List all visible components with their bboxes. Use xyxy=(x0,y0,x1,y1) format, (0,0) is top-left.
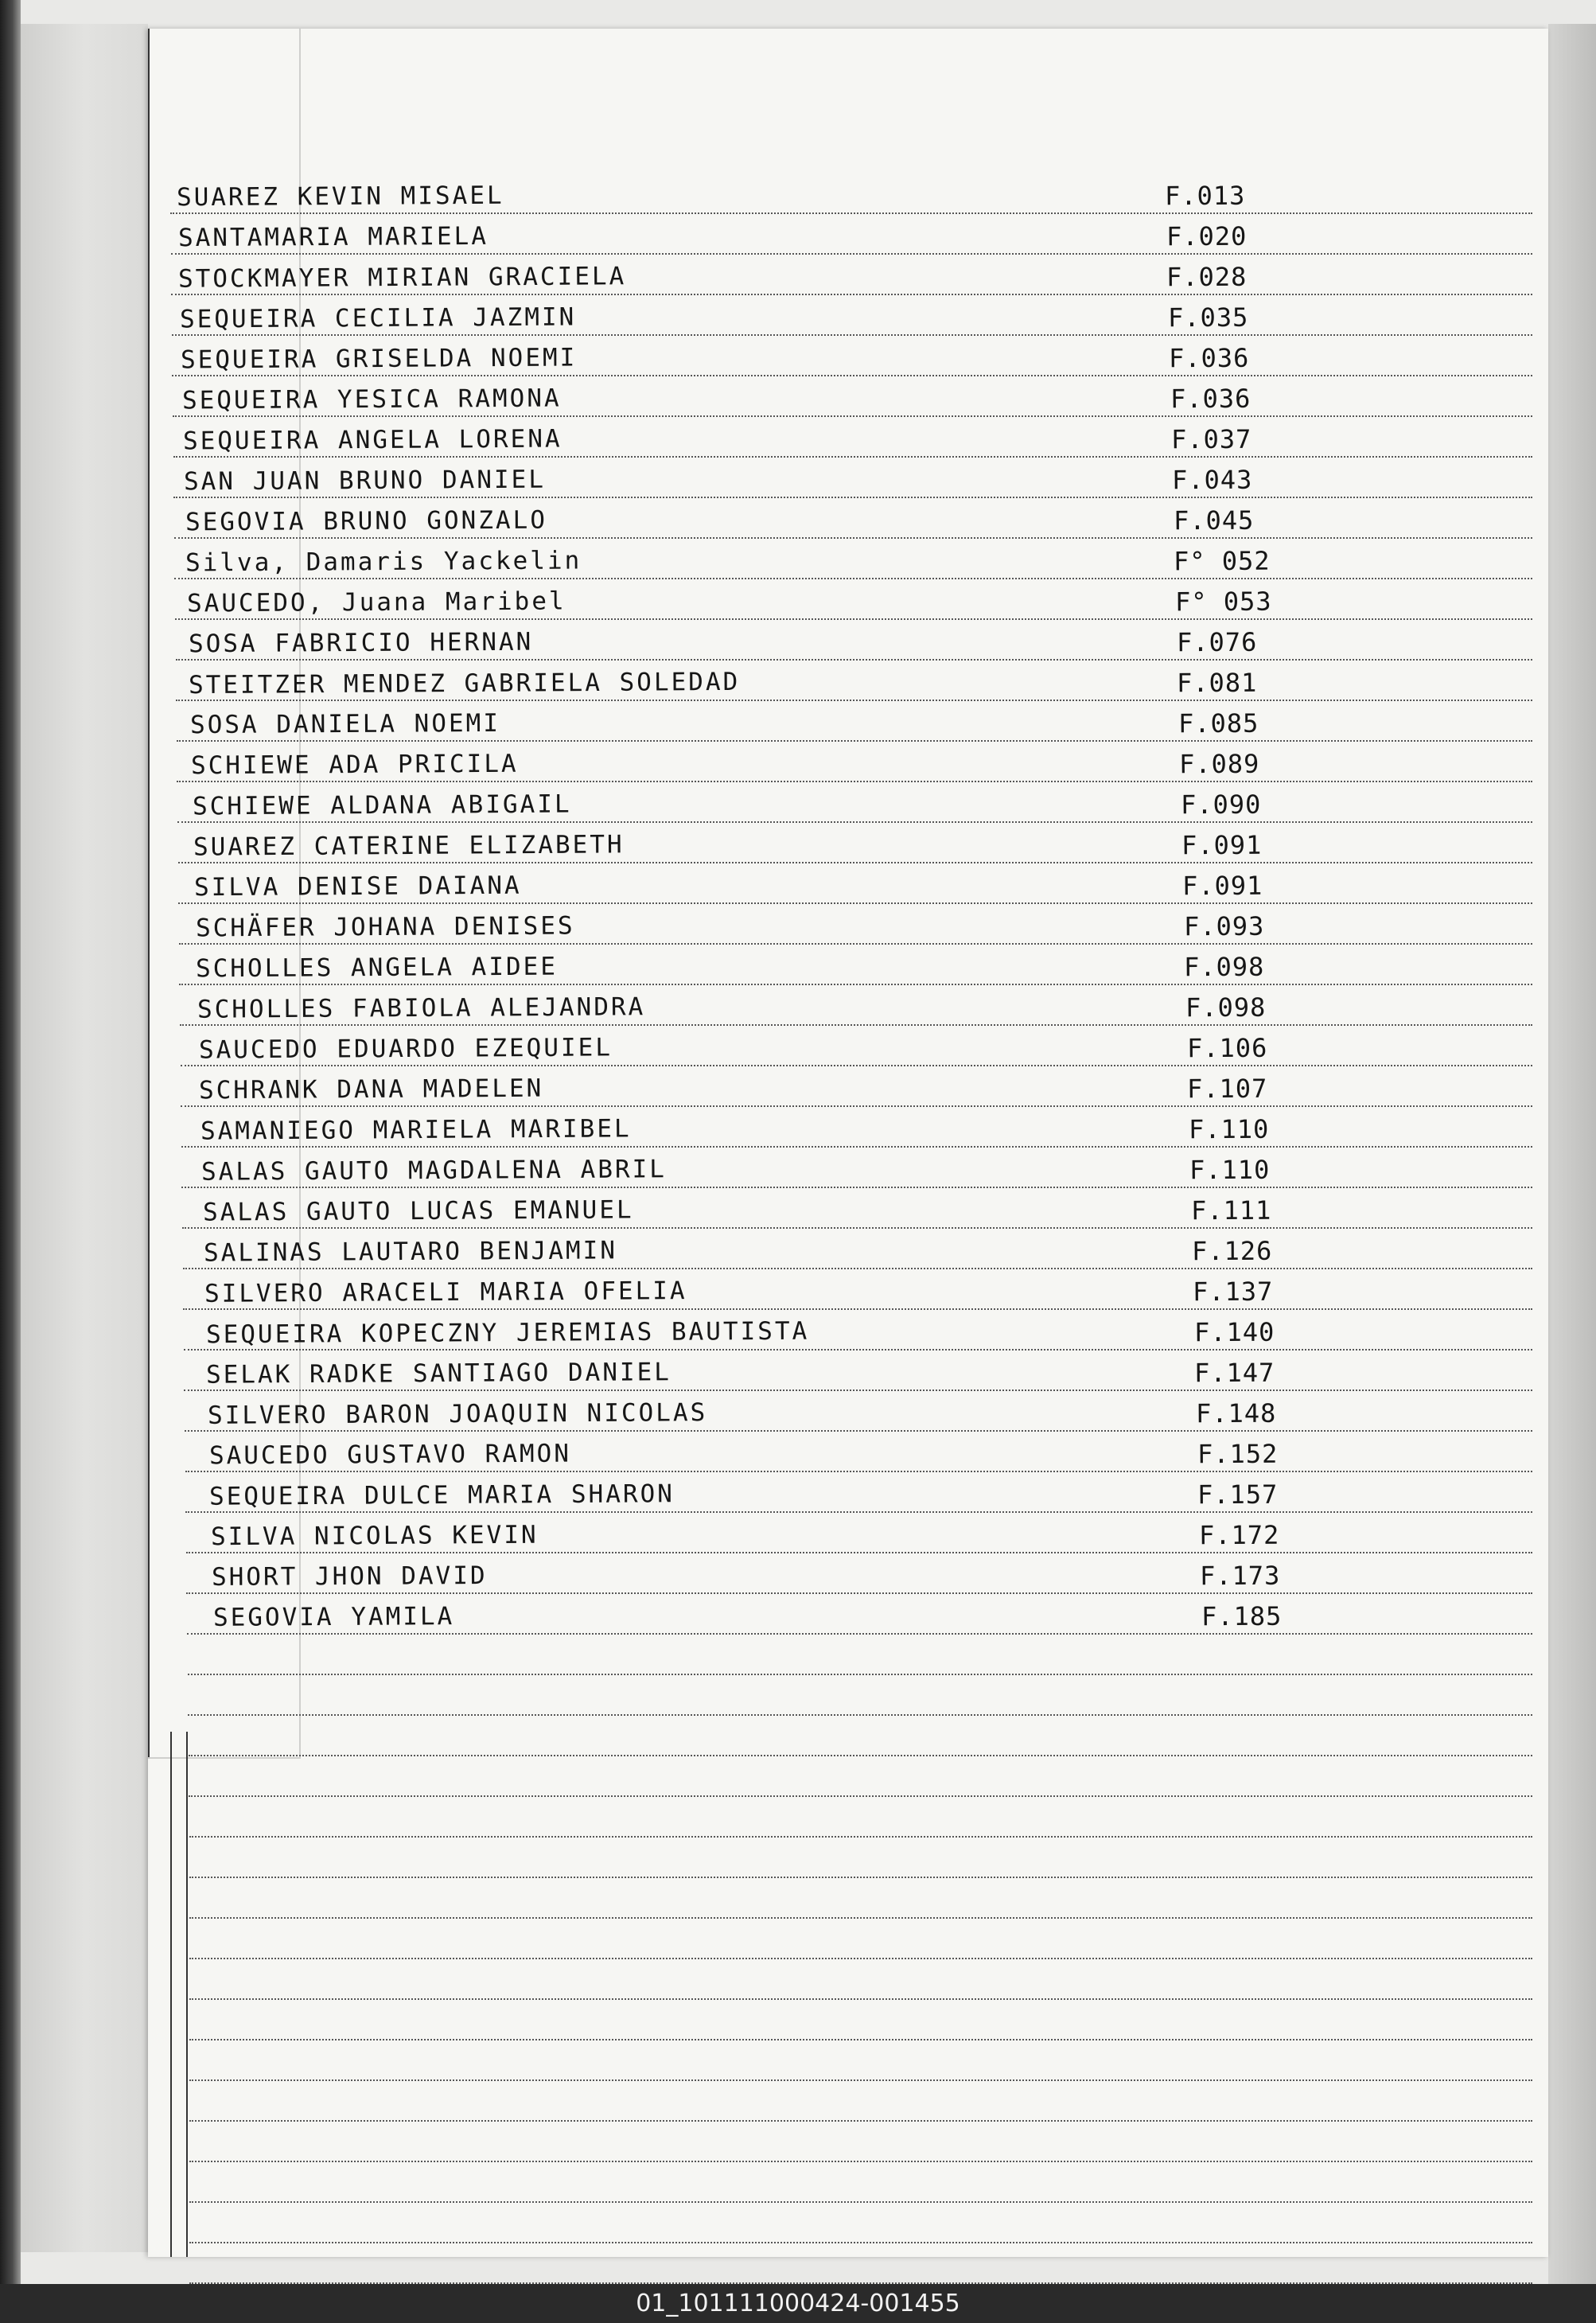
ledger-row xyxy=(183,1269,1532,1310)
folio-number: F.107 xyxy=(1187,1073,1268,1105)
student-name: SILVERO ARACELI MARIA OFELIA xyxy=(204,1276,687,1308)
ledger-row xyxy=(174,498,1532,539)
ledger-row xyxy=(181,1026,1532,1066)
student-name: STOCKMAYER MIRIAN GRACIELA xyxy=(178,262,627,294)
student-name: SANTAMARIA MARIELA xyxy=(177,221,489,253)
ledger-row xyxy=(171,255,1532,295)
ledger-sheet xyxy=(148,29,1548,2257)
folio-number: F.076 xyxy=(1176,626,1258,658)
folio-number: F.173 xyxy=(1200,1560,1281,1592)
blank-ledger-row xyxy=(189,2243,1532,2284)
student-name: SILVA DENISE DAIANA xyxy=(194,871,522,902)
ledger-row xyxy=(177,701,1532,742)
student-name: SCHIEWE ADA PRICILA xyxy=(191,749,520,781)
blank-ledger-row xyxy=(189,2081,1532,2122)
folio-number: F.157 xyxy=(1197,1479,1279,1510)
folio-number: F.110 xyxy=(1188,1113,1270,1145)
blank-ledger-row xyxy=(189,1838,1532,1878)
ledger-row xyxy=(186,1513,1532,1553)
folio-number: F.093 xyxy=(1183,910,1265,942)
ledger-row xyxy=(177,742,1532,782)
ledger-row xyxy=(179,904,1532,945)
student-name: SALINAS LAUTARO BENJAMIN xyxy=(203,1236,617,1268)
ledger-row xyxy=(172,295,1532,336)
folio-number: F.137 xyxy=(1193,1276,1274,1308)
ledger-row xyxy=(181,1148,1532,1188)
ledger-row xyxy=(185,1391,1532,1432)
folio-number: F.091 xyxy=(1182,870,1263,902)
student-name: Silva, Damaris Yackelin xyxy=(185,546,582,578)
folio-number: F.036 xyxy=(1169,342,1250,374)
student-name: SCHOLLES ANGELA AIDEE xyxy=(196,952,559,984)
ledger-row xyxy=(181,1066,1532,1107)
folio-number: F.020 xyxy=(1166,220,1248,252)
blank-ledger-row xyxy=(188,1675,1532,1716)
folio-number: F.035 xyxy=(1167,302,1249,333)
student-name: SAUCEDO GUSTAVO RAMON xyxy=(208,1439,571,1471)
folio-number: F.013 xyxy=(1164,180,1246,212)
folio-number: F.172 xyxy=(1198,1519,1280,1551)
folio-number: F.140 xyxy=(1193,1316,1275,1348)
blank-ledger-row xyxy=(188,1635,1532,1675)
student-name: STEITZER MENDEZ GABRIELA SOLEDAD xyxy=(189,667,741,700)
image-id-caption: 01_101111000424-001455 xyxy=(0,2284,1596,2323)
student-name: SEQUEIRA ANGELA LORENA xyxy=(182,424,562,456)
blank-ledger-row xyxy=(189,2162,1532,2203)
folio-number: F.098 xyxy=(1184,951,1265,983)
student-name: SILVERO BARON JOAQUIN NICOLAS xyxy=(207,1398,708,1430)
blank-ledger-row xyxy=(189,1797,1532,1838)
folio-number: F.045 xyxy=(1173,505,1255,536)
ledger-row xyxy=(172,336,1532,376)
ledger-row xyxy=(184,1310,1532,1351)
ledger-row xyxy=(180,985,1532,1026)
ledger-row xyxy=(178,823,1532,863)
student-name: SEQUEIRA GRISELDA NOEMI xyxy=(181,343,578,375)
student-name: SHORT JHON DAVID xyxy=(212,1561,489,1592)
student-name: SCHIEWE ALDANA ABIGAIL xyxy=(192,789,572,821)
blank-ledger-row xyxy=(189,1756,1532,1797)
ledger-row xyxy=(178,863,1532,904)
ledger-row xyxy=(179,945,1532,985)
student-name: SILVA NICOLAS KEVIN xyxy=(210,1520,539,1552)
ledger-row xyxy=(173,458,1532,498)
ledger-row xyxy=(187,1594,1532,1635)
folio-number: F.111 xyxy=(1190,1195,1272,1226)
folio-number: F° 053 xyxy=(1174,586,1272,618)
ledger-row xyxy=(185,1472,1532,1513)
folio-number: F° 052 xyxy=(1174,545,1271,577)
folio-number: F.106 xyxy=(1186,1032,1268,1064)
blank-ledger-row xyxy=(189,2000,1532,2040)
blank-ledger-row xyxy=(189,1716,1532,1756)
blank-ledger-row xyxy=(189,1878,1532,1919)
folio-number: F.091 xyxy=(1181,829,1263,861)
student-name: SEQUEIRA YESICA RAMONA xyxy=(181,384,562,415)
ledger-rows xyxy=(148,173,1548,2284)
student-name: SELAK RADKE SANTIAGO DANIEL xyxy=(206,1358,672,1390)
student-name: SALAS GAUTO MAGDALENA ABRIL xyxy=(201,1155,668,1187)
ledger-row xyxy=(174,539,1532,579)
blank-ledger-row xyxy=(189,2122,1532,2162)
blank-ledger-row xyxy=(189,2203,1532,2243)
folio-number: F.043 xyxy=(1172,464,1253,496)
student-name: SEQUEIRA CECILIA JAZMIN xyxy=(179,302,577,334)
student-name: SEGOVIA BRUNO GONZALO xyxy=(185,505,547,537)
student-name: SALAS GAUTO LUCAS EMANUEL xyxy=(202,1195,634,1227)
ledger-row xyxy=(171,214,1532,255)
folio-number: F.089 xyxy=(1179,748,1260,780)
folio-number: F.037 xyxy=(1170,423,1252,455)
student-name: SEQUEIRA DULCE MARIA SHARON xyxy=(209,1479,675,1511)
book-binding xyxy=(0,0,21,2284)
folio-number: F.098 xyxy=(1185,992,1267,1023)
blank-ledger-row xyxy=(189,2040,1532,2081)
ledger-row xyxy=(185,1432,1532,1472)
student-name: SAMANIEGO MARIELA MARIBEL xyxy=(200,1114,632,1146)
ledger-row xyxy=(173,417,1532,458)
student-name: SUAREZ KEVIN MISAEL xyxy=(176,181,504,212)
folio-number: F.185 xyxy=(1201,1600,1283,1632)
ledger-row xyxy=(183,1229,1532,1269)
folio-number: F.028 xyxy=(1166,261,1248,293)
folio-number: F.036 xyxy=(1170,383,1251,415)
student-name: SEQUEIRA KOPECZNY JEREMIAS BAUTISTA xyxy=(205,1316,810,1350)
student-name: SAN JUAN BRUNO DANIEL xyxy=(184,465,547,497)
folio-number: F.126 xyxy=(1191,1235,1273,1267)
folio-number: F.085 xyxy=(1178,707,1259,739)
blank-ledger-row xyxy=(189,1959,1532,2000)
folio-number: F.110 xyxy=(1189,1154,1271,1186)
student-name: SAUCEDO, Juana Maribel xyxy=(186,587,566,618)
ledger-row xyxy=(181,1107,1532,1148)
student-name: SCHRANK DANA MADELEN xyxy=(199,1074,544,1105)
paper-right-edge xyxy=(1548,24,1596,2284)
page-stack-edge xyxy=(21,24,148,2252)
ledger-row xyxy=(173,376,1532,417)
student-name: SOSA FABRICIO HERNAN xyxy=(188,627,533,659)
student-name: SUAREZ CATERINE ELIZABETH xyxy=(193,830,625,862)
ledger-row xyxy=(186,1553,1532,1594)
ledger-row xyxy=(182,1188,1532,1229)
student-name: SCHÄFER JOHANA DENISES xyxy=(195,911,575,943)
folio-number: F.152 xyxy=(1197,1438,1279,1470)
blank-ledger-row xyxy=(189,1919,1532,1959)
folio-number: F.090 xyxy=(1180,789,1262,820)
ledger-row xyxy=(184,1351,1532,1391)
ledger-row xyxy=(176,661,1532,701)
student-name: SOSA DANIELA NOEMI xyxy=(189,708,500,740)
folio-number: F.148 xyxy=(1195,1397,1277,1429)
student-name: SAUCEDO EDUARDO EZEQUIEL xyxy=(198,1033,613,1065)
student-name: SEGOVIA YAMILA xyxy=(212,1602,455,1632)
ledger-row xyxy=(176,620,1532,661)
ledger-row xyxy=(177,782,1532,823)
student-name: SCHOLLES FABIOLA ALEJANDRA xyxy=(197,992,646,1024)
ledger-row xyxy=(175,579,1532,620)
ledger-row xyxy=(170,173,1532,214)
folio-number: F.081 xyxy=(1177,667,1258,699)
folio-number: F.147 xyxy=(1194,1357,1275,1389)
